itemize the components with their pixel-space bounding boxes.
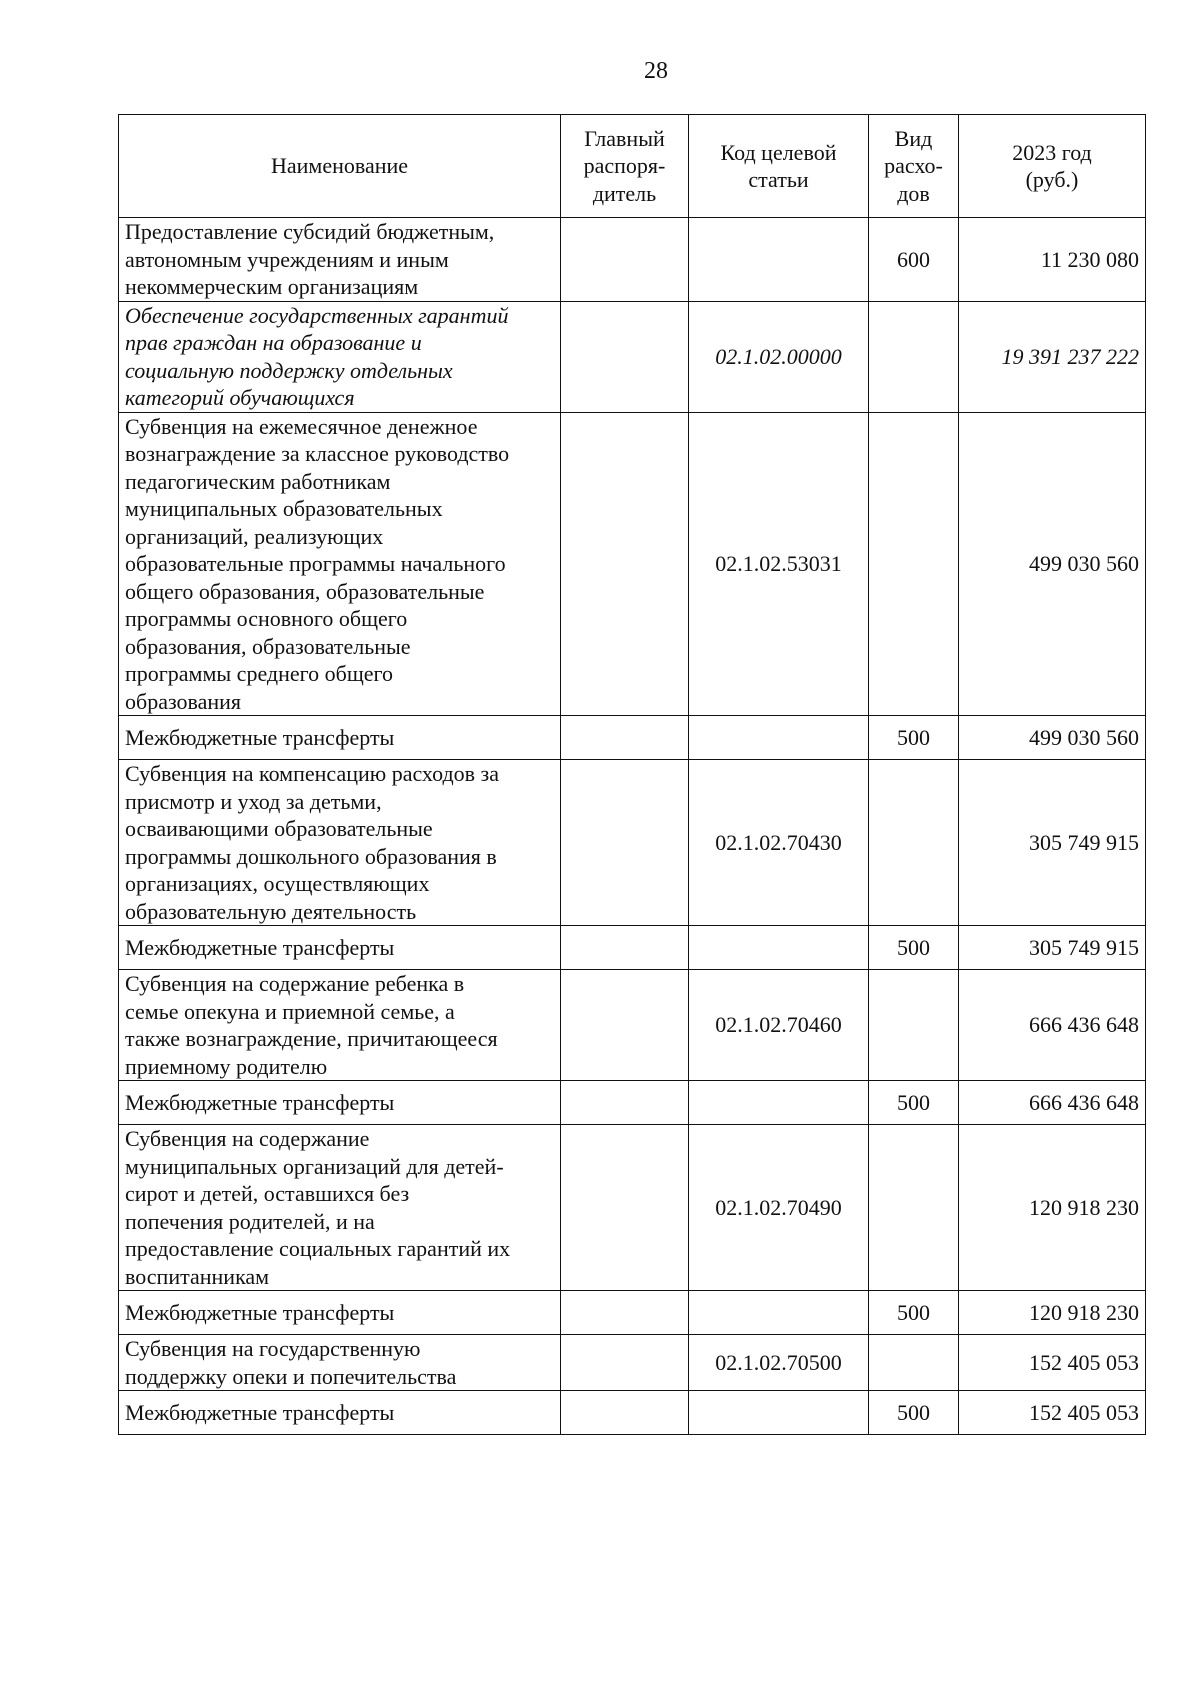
row-name-line: Субвенция на государственную bbox=[125, 1336, 421, 1361]
row-name-line: поддержку опеки и попечительства bbox=[125, 1363, 457, 1389]
row-name-cell bbox=[119, 926, 561, 970]
row-amount-cell: 120 918 230 bbox=[959, 1125, 1146, 1291]
row-name-line: Обеспечение государственных гарантий bbox=[125, 302, 509, 328]
row-code-cell: 02.1.02.53031 bbox=[689, 412, 869, 716]
row-manager-cell bbox=[561, 412, 689, 716]
row-name-line: также вознаграждение, причитающееся bbox=[125, 1026, 498, 1051]
row-code-cell: 02.1.02.00000 bbox=[689, 301, 869, 412]
row-amount-cell: 499 030 560 bbox=[959, 412, 1146, 716]
row-manager-cell bbox=[561, 1335, 689, 1391]
row-name-line: семье опекуна и приемной семье, а bbox=[125, 998, 455, 1024]
row-manager-cell bbox=[561, 1081, 689, 1125]
header-manager-line: дитель bbox=[592, 180, 657, 206]
table-row bbox=[119, 218, 1146, 302]
table-row bbox=[119, 760, 1146, 926]
row-name-line: попечения родителей, и на bbox=[125, 1208, 375, 1234]
row-manager-cell bbox=[561, 218, 689, 302]
header-expense-type bbox=[869, 115, 959, 218]
row-type-cell: 600 bbox=[869, 218, 959, 302]
header-manager-line: Главный bbox=[584, 125, 665, 151]
row-name-line: осваивающими образовательные bbox=[125, 816, 433, 841]
header-type-line: расхо- bbox=[884, 153, 943, 179]
header-code-line: Код целевой bbox=[720, 139, 837, 165]
row-type-cell bbox=[869, 760, 959, 926]
row-name-line: образования, образовательные bbox=[125, 633, 411, 659]
header-manager-line: распоря- bbox=[583, 153, 666, 179]
row-name-line: Субвенция на содержание ребенка в bbox=[125, 971, 465, 996]
row-amount-cell: 152 405 053 bbox=[959, 1335, 1146, 1391]
row-amount-cell: 305 749 915 bbox=[959, 760, 1146, 926]
row-code-cell bbox=[689, 1081, 869, 1125]
table-body bbox=[119, 218, 1146, 1435]
row-name-line: образования bbox=[125, 688, 242, 714]
header-target-code bbox=[689, 115, 869, 218]
row-code-cell: 02.1.02.70460 bbox=[689, 970, 869, 1081]
row-name-line: образовательные программы начального bbox=[125, 551, 506, 576]
row-name-line: присмотр и уход за детьми, bbox=[125, 788, 382, 814]
row-name-cell bbox=[119, 301, 561, 412]
row-type-cell: 500 bbox=[869, 1291, 959, 1335]
row-name-cell bbox=[119, 1125, 561, 1291]
row-type-cell: 500 bbox=[869, 716, 959, 760]
row-name-line: Межбюджетные трансферты bbox=[125, 1299, 395, 1325]
row-name-line: Субвенция на ежемесячное денежное bbox=[125, 413, 478, 439]
row-name-line: Субвенция на содержание bbox=[125, 1126, 370, 1151]
row-amount-cell: 19 391 237 222 bbox=[959, 301, 1146, 412]
table-row bbox=[119, 716, 1146, 760]
header-manager bbox=[561, 115, 689, 218]
row-manager-cell bbox=[561, 301, 689, 412]
row-name-cell bbox=[119, 1081, 561, 1125]
row-name-cell bbox=[119, 716, 561, 760]
row-manager-cell bbox=[561, 1391, 689, 1435]
row-name-line: Межбюджетные трансферты bbox=[125, 934, 395, 960]
row-name-line: предоставление социальных гарантий их bbox=[125, 1236, 511, 1261]
row-name-line: Межбюджетные трансферты bbox=[125, 1399, 395, 1425]
row-manager-cell bbox=[561, 716, 689, 760]
table-row bbox=[119, 1391, 1146, 1435]
row-code-cell bbox=[689, 1291, 869, 1335]
table-row bbox=[119, 1125, 1146, 1291]
row-name-line: организаций, реализующих bbox=[125, 523, 384, 549]
header-type-line: Вид bbox=[894, 125, 933, 151]
table-header-row bbox=[119, 115, 1146, 218]
row-name-line: социальную поддержку отдельных bbox=[125, 357, 453, 383]
row-type-cell bbox=[869, 412, 959, 716]
row-type-cell bbox=[869, 1335, 959, 1391]
row-name-line: программы основного общего bbox=[125, 606, 408, 631]
row-manager-cell bbox=[561, 1125, 689, 1291]
row-name-line: автономным учреждениям и иным bbox=[125, 246, 449, 272]
table-row bbox=[119, 1335, 1146, 1391]
row-amount-cell: 120 918 230 bbox=[959, 1291, 1146, 1335]
row-name-line: категорий обучающихся bbox=[125, 385, 355, 410]
row-name-cell bbox=[119, 1291, 561, 1335]
budget-table bbox=[118, 114, 1146, 1435]
row-name-line: приемному родителю bbox=[125, 1053, 328, 1079]
row-type-cell bbox=[869, 1125, 959, 1291]
row-code-cell bbox=[689, 716, 869, 760]
row-manager-cell bbox=[561, 970, 689, 1081]
row-manager-cell bbox=[561, 760, 689, 926]
row-amount-cell: 666 436 648 bbox=[959, 1081, 1146, 1125]
row-code-cell: 02.1.02.70500 bbox=[689, 1335, 869, 1391]
row-name-line: общего образования, образовательные bbox=[125, 578, 485, 604]
header-code-line: статьи bbox=[748, 167, 809, 192]
row-name-line: сирот и детей, оставшихся без bbox=[125, 1181, 410, 1206]
row-type-cell bbox=[869, 970, 959, 1081]
row-name-line: некоммерческим организациям bbox=[125, 274, 419, 299]
row-name-line: организациях, осуществляющих bbox=[125, 871, 430, 896]
row-name-cell bbox=[119, 412, 561, 716]
table-row bbox=[119, 970, 1146, 1081]
row-amount-cell: 499 030 560 bbox=[959, 716, 1146, 760]
row-name-cell bbox=[119, 1391, 561, 1435]
row-name-cell bbox=[119, 218, 561, 302]
header-year bbox=[959, 115, 1146, 218]
row-name-cell bbox=[119, 970, 561, 1081]
row-amount-cell: 666 436 648 bbox=[959, 970, 1146, 1081]
row-name-line: Предоставление субсидий бюджетным, bbox=[125, 219, 495, 244]
row-code-cell: 02.1.02.70490 bbox=[689, 1125, 869, 1291]
row-name-line: Субвенция на компенсацию расходов за bbox=[125, 761, 499, 786]
row-name-line: прав граждан на образование и bbox=[125, 330, 422, 355]
row-name-line: муниципальных организаций для детей- bbox=[125, 1153, 504, 1179]
row-type-cell bbox=[869, 301, 959, 412]
table-row bbox=[119, 301, 1146, 412]
row-name-line: Межбюджетные трансферты bbox=[125, 724, 395, 750]
row-type-cell: 500 bbox=[869, 926, 959, 970]
table-row bbox=[119, 926, 1146, 970]
row-code-cell bbox=[689, 218, 869, 302]
row-name-cell bbox=[119, 760, 561, 926]
table-row bbox=[119, 412, 1146, 716]
row-manager-cell bbox=[561, 1291, 689, 1335]
row-code-cell: 02.1.02.70430 bbox=[689, 760, 869, 926]
header-year-line: 2023 год bbox=[1012, 139, 1092, 165]
row-type-cell: 500 bbox=[869, 1391, 959, 1435]
row-manager-cell bbox=[561, 926, 689, 970]
row-name-line: вознаграждение за классное руководство bbox=[125, 441, 510, 466]
header-type-line: дов bbox=[897, 180, 930, 206]
row-name-line: педагогическим работникам bbox=[125, 468, 391, 494]
row-type-cell: 500 bbox=[869, 1081, 959, 1125]
header-name: Наименование bbox=[119, 115, 561, 218]
table-row bbox=[119, 1291, 1146, 1335]
table-row bbox=[119, 1081, 1146, 1125]
row-code-cell bbox=[689, 1391, 869, 1435]
row-amount-cell: 11 230 080 bbox=[959, 218, 1146, 302]
row-name-line: муниципальных образовательных bbox=[125, 496, 443, 521]
row-name-line: воспитанникам bbox=[125, 1263, 270, 1289]
header-year-line: (руб.) bbox=[1025, 167, 1079, 192]
row-name-line: программы среднего общего bbox=[125, 661, 394, 686]
row-name-line: программы дошкольного образования в bbox=[125, 843, 497, 869]
row-amount-cell: 152 405 053 bbox=[959, 1391, 1146, 1435]
row-name-cell bbox=[119, 1335, 561, 1391]
row-name-line: образовательную деятельность bbox=[125, 898, 417, 924]
row-code-cell bbox=[689, 926, 869, 970]
page-number: 28 bbox=[644, 58, 668, 84]
row-name-line: Межбюджетные трансферты bbox=[125, 1089, 395, 1115]
row-amount-cell: 305 749 915 bbox=[959, 926, 1146, 970]
